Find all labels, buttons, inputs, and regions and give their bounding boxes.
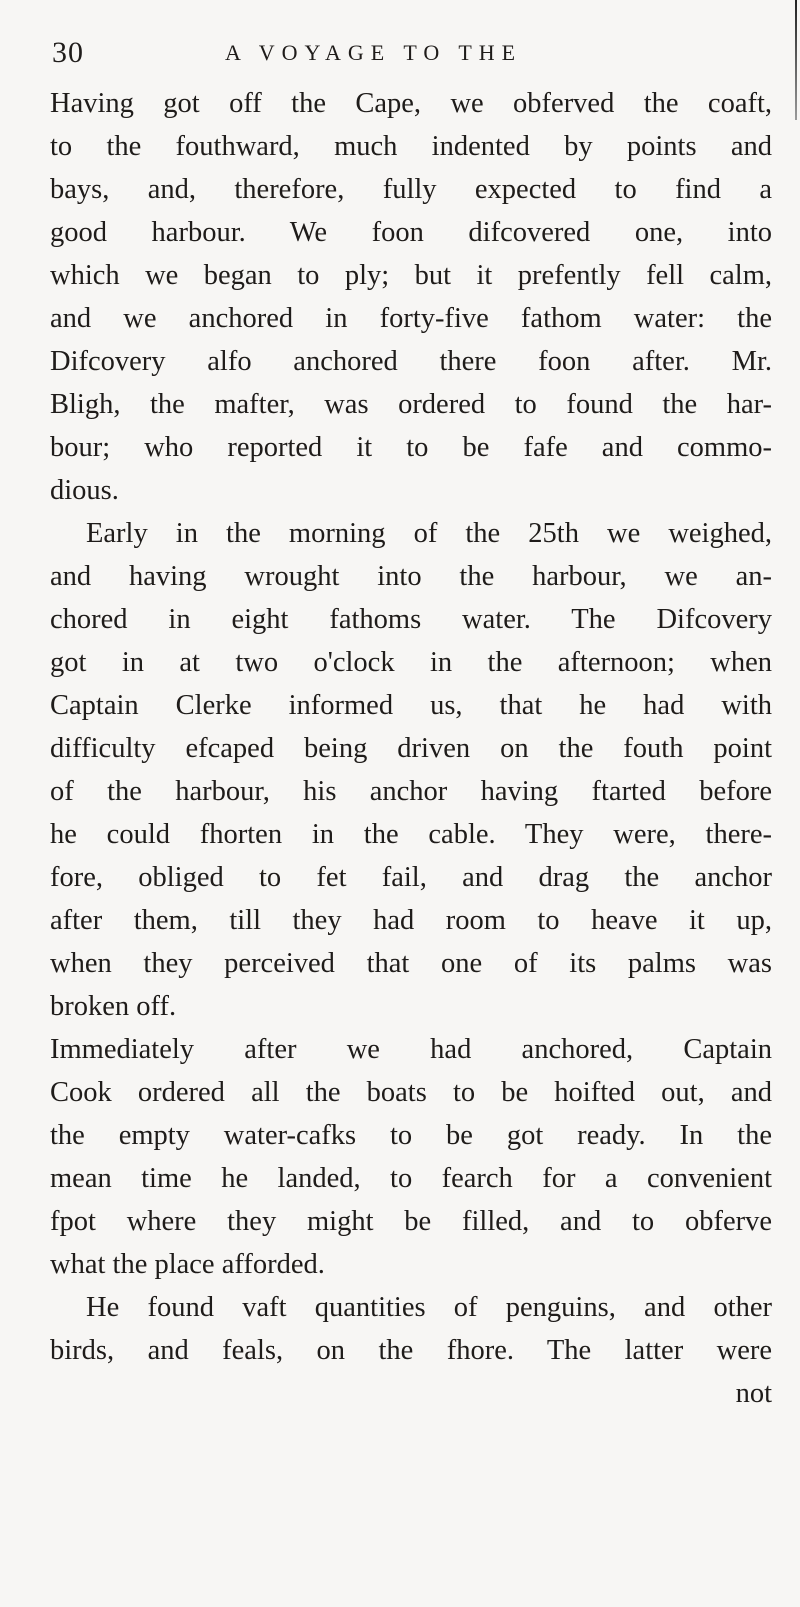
text-line: He found vaft quantities of penguins, and other xyxy=(86,1292,772,1323)
text-line: which we began to ply; but it prefently fell calm, xyxy=(50,260,772,291)
text-line: Immediately after we had anchored, Captain xyxy=(50,1034,772,1065)
text-line: after them, till they had room to heave it up, xyxy=(50,905,772,936)
text-line: Difcovery alfo anchored there foon after. Mr. xyxy=(50,346,772,377)
running-head xyxy=(52,36,752,76)
text-line: Having got off the Cape, we obferved the coaft, xyxy=(50,88,772,119)
text-line: mean time he landed, to fearch for a convenient xyxy=(50,1163,772,1194)
text-line: Captain Clerke informed us, that he had with xyxy=(50,690,772,721)
text-line: and we anchored in forty-five fathom water: the xyxy=(50,303,772,334)
text-line: birds, and feals, on the fhore. The latter were xyxy=(50,1335,772,1366)
page-number: 30 xyxy=(52,36,84,69)
text-line: of the harbour, his anchor having ftarted before xyxy=(50,776,772,807)
text-line: fpot where they might be filled, and to obferve xyxy=(50,1206,772,1237)
text-line: what the place afforded. xyxy=(50,1249,325,1280)
page-edge xyxy=(795,0,797,120)
text-line: difficulty efcaped being driven on the fouth point xyxy=(50,733,772,764)
text-line: when they perceived that one of its palms was xyxy=(50,948,772,979)
text-line: chored in eight fathoms water. The Difcovery xyxy=(50,604,772,635)
text-line: bays, and, therefore, fully expected to find a xyxy=(50,174,772,205)
text-line: he could fhorten in the cable. They were, there- xyxy=(50,819,772,850)
text-line: and having wrought into the harbour, we an- xyxy=(50,561,772,592)
text-line: Bligh, the mafter, was ordered to found the har- xyxy=(50,389,772,420)
text-line: got in at two o'clock in the afternoon; when xyxy=(50,647,772,678)
text-line: to the fouthward, much indented by points and xyxy=(50,131,772,162)
text-line: dious. xyxy=(50,475,119,506)
text-line: the empty water-cafks to be got ready. In the xyxy=(50,1120,772,1151)
text-line: fore, obliged to fet fail, and drag the anchor xyxy=(50,862,772,893)
text-line: bour; who reported it to be fafe and commo- xyxy=(50,432,772,463)
catchword: not xyxy=(735,1378,772,1409)
text-line: Early in the morning of the 25th we weighed, xyxy=(86,518,772,549)
running-title: A VOYAGE TO THE xyxy=(225,40,523,65)
text-line: good harbour. We foon difcovered one, into xyxy=(50,217,772,248)
body-text xyxy=(50,82,772,1415)
text-line: Cook ordered all the boats to be hoifted out, and xyxy=(50,1077,772,1108)
text-line: broken off. xyxy=(50,991,177,1022)
